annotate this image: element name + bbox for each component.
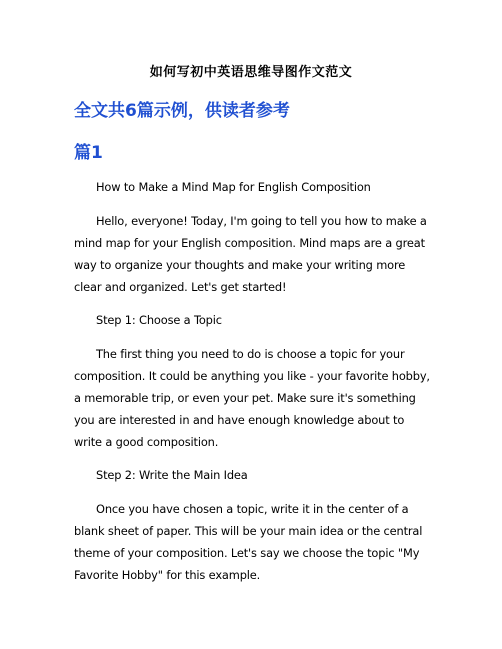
paragraph-heading: How to Make a Mind Map for English Composition	[96, 180, 371, 194]
paragraph-step2-body: Once you have chosen a topic, write it in the center of a blank sheet of paper. This will be your main idea or the central theme of your composition. Let's say we choose the topic "My Favorite Hobby" for this example.	[74, 501, 423, 582]
document-body	[74, 176, 430, 597]
paragraph-step2-heading: Step 2: Write the Main Idea	[96, 468, 248, 482]
document-summary: 全文共6篇示例，供读者参考	[74, 101, 290, 121]
paragraph-step1-heading: Step 1: Choose a Topic	[96, 313, 222, 327]
section-title: 篇1	[74, 143, 103, 163]
paragraph-step1-body: The first thing you need to do is choose a topic for your composition. It could be anything you like - your favorite hobby, a memorable trip, or even your pet. Make sure it's something you are interested in and have enough knowledge about to write a good composition.	[74, 346, 430, 449]
document-title: 如何写初中英语思维导图作文范文	[149, 65, 353, 80]
paragraph-intro: Hello, everyone! Today, I'm going to tell you how to make a mind map for your English composition. Mind maps are a great way to organize your thoughts and make your writing more clear and organized. Let's get started!	[74, 213, 427, 294]
